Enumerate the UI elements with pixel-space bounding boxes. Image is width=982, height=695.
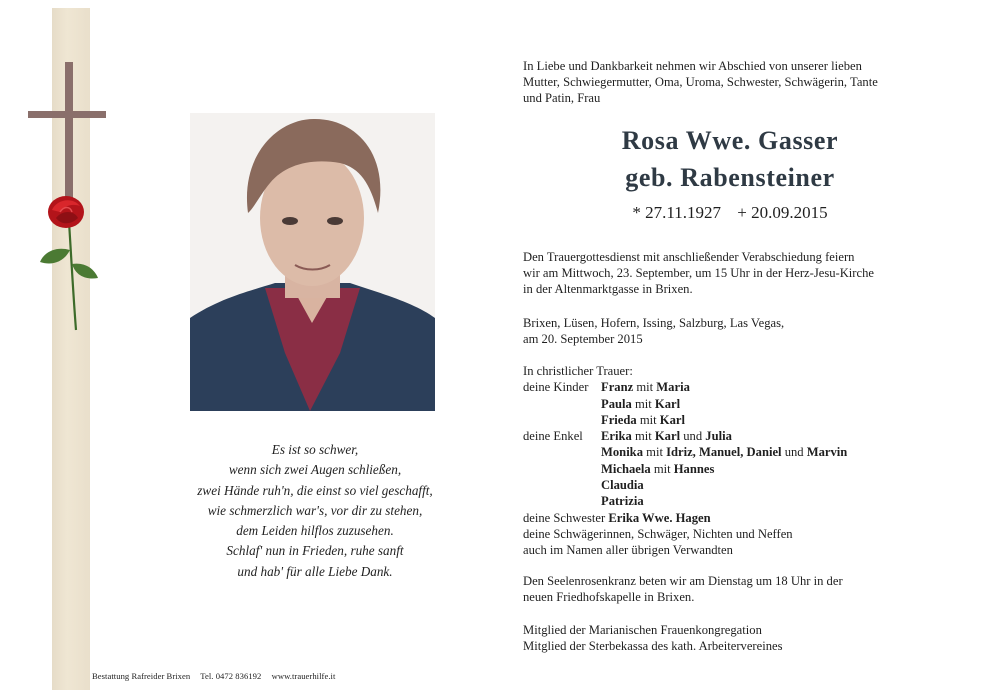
child-name: Frieda (601, 412, 637, 427)
grandchild-name: Erika (601, 429, 632, 444)
mourning-heading-text: In christlicher Trauer: (523, 364, 633, 378)
intro-line: Mutter, Schwiegermutter, Oma, Uroma, Schwester, Schwägerin, Tante (523, 75, 878, 90)
service-line: in der Altenmarktgasse in Brixen. (523, 282, 693, 297)
poem-line: zwei Hände ruh'n, die einst so viel geschafft, (197, 482, 433, 498)
connector-word: mit (634, 396, 652, 411)
footer-company: Bestattung Rafreider Brixen (92, 671, 191, 681)
birth-date: * 27.11.1927 (632, 203, 722, 222)
footer (92, 671, 343, 681)
poem (170, 440, 460, 582)
grandchild-entry (601, 428, 732, 444)
child-name: Franz (601, 380, 634, 395)
grandchild-name: Michaela (601, 461, 651, 476)
maiden-name: geb. Rabensteiner (625, 163, 835, 192)
connector-word: und (781, 445, 807, 460)
poem-line: Schlaf' nun in Frieden, ruhe sanft (226, 543, 404, 559)
footer-web: www.trauerhilfe.it (271, 671, 336, 681)
connector-word: mit (636, 380, 654, 395)
grandchild-name: Marvin (806, 445, 848, 460)
poem-line: wenn sich zwei Augen schließen, (228, 462, 402, 478)
poem-line: und hab' für alle Liebe Dank. (237, 563, 393, 579)
grandchild-entry (601, 477, 644, 493)
all-line: auch im Namen aller übrigen Verwandten (523, 543, 733, 558)
partner-name: Maria (656, 380, 690, 395)
grandchildren-label: deine Enkel (523, 429, 583, 444)
partner-name: Karl (659, 412, 685, 427)
connector-word: mit (631, 429, 655, 444)
place-line: am 20. September 2015 (523, 332, 643, 347)
grandchild-entry (601, 493, 644, 509)
connector-word: mit (639, 412, 657, 427)
grandchild-entry (601, 461, 714, 477)
child-name: Paula (601, 396, 632, 411)
place-date-text (523, 315, 784, 347)
connector-word: mit (650, 461, 674, 476)
connector-word: mit (643, 445, 667, 460)
membership-line: Mitglied der Sterbekassa des kath. Arbeitervereines (523, 639, 783, 654)
intro-line: und Patin, Frau (523, 91, 601, 106)
connector-word: und (680, 429, 706, 444)
rose-icon (36, 192, 106, 332)
others-line: deine Schwägerinnen, Schwäger, Nichten und Neffen (523, 526, 793, 541)
service-text (523, 249, 874, 298)
cross-icon (65, 62, 73, 202)
life-dates (530, 203, 930, 223)
cross-icon-bar (28, 111, 106, 118)
membership-text (523, 622, 783, 654)
rosary-text (523, 573, 843, 605)
grandchild-entry (601, 444, 847, 460)
rosary-line: neuen Friedhofskapelle in Brixen. (523, 590, 695, 605)
sister-name: Erika Wwe. Hagen (608, 510, 711, 525)
grandchild-name: Patrizia (601, 494, 644, 509)
sister-prefix: deine Schwester (523, 510, 606, 525)
rosary-line: Den Seelenrosenkranz beten wir am Dienstag um 18 Uhr in der (523, 574, 843, 588)
service-line: Den Trauergottesdienst mit anschließender Verabschiedung feiern (523, 250, 855, 264)
children-label: deine Kinder (523, 380, 589, 395)
deceased-name: Rosa Wwe. Gasser (621, 126, 839, 155)
footer-phone: Tel. 0472 836192 (200, 671, 262, 681)
child-entry (601, 412, 685, 428)
poem-line: wie schmerzlich war's, vor dir zu stehen, (207, 502, 423, 518)
intro-text (523, 58, 878, 107)
membership-line: Mitglied der Marianischen Frauenkongregation (523, 623, 762, 637)
child-entry (601, 396, 680, 412)
intro-line: In Liebe und Dankbarkeit nehmen wir Abschied von unserer lieben (523, 59, 862, 73)
partner-name: Karl (654, 396, 681, 411)
child-entry (601, 379, 690, 395)
grandchild-name: Idriz, Manuel, Daniel (666, 445, 782, 460)
place-line: Brixen, Lüsen, Hofern, Issing, Salzburg, Las Vegas, (523, 316, 785, 330)
portrait-photo (190, 113, 435, 411)
poem-line: Es ist so schwer, (271, 442, 359, 457)
grandchild-name: Monika (601, 445, 643, 460)
death-date: + 20.09.2015 (737, 203, 828, 222)
grandchild-name: Karl (654, 429, 681, 444)
grandchild-name: Claudia (601, 478, 644, 493)
poem-line: dem Leiden hilflos zuzusehen. (236, 523, 394, 539)
grandchild-name: Hannes (673, 461, 715, 476)
service-line: wir am Mittwoch, 23. September, um 15 Uhr in der Herz-Jesu-Kirche (523, 266, 874, 281)
grandchild-name: Julia (705, 429, 732, 444)
